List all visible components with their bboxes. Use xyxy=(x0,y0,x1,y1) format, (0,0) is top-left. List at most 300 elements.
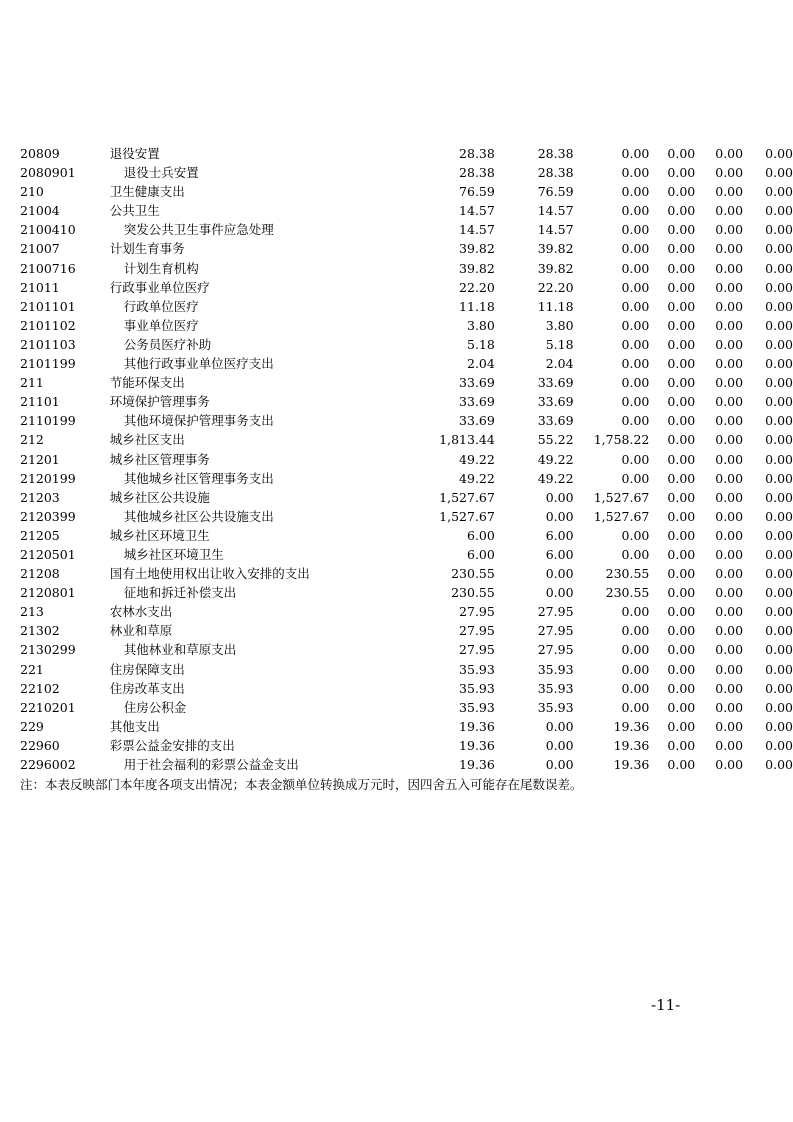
subject-name: 住房保障支出 xyxy=(109,661,185,677)
amount-cell: 27.95 xyxy=(459,623,495,639)
amount-cell: 0.00 xyxy=(667,279,696,295)
amount-cell: 0.00 xyxy=(715,546,744,562)
subject-name: 城乡社区公共设施 xyxy=(109,489,210,505)
subject-name: 城乡社区环境卫生 xyxy=(123,546,224,562)
amount-cell: 0.00 xyxy=(545,718,574,734)
amount-cell: 0.00 xyxy=(667,165,696,181)
amount-cell: 0.00 xyxy=(667,585,696,601)
amount-cell: 0.00 xyxy=(715,718,744,734)
amount-cell: 1,527.67 xyxy=(439,489,495,505)
amount-cell: 0.00 xyxy=(715,203,744,219)
amount-cell: 35.93 xyxy=(459,680,495,696)
amount-cell: 0.00 xyxy=(765,623,793,639)
subject-name: 用于社会福利的彩票公益金支出 xyxy=(123,757,299,772)
amount-cell: 0.00 xyxy=(667,566,696,582)
table-row xyxy=(20,660,793,679)
subject-code: 2210201 xyxy=(20,699,76,715)
amount-cell: 230.55 xyxy=(605,566,650,582)
amount-cell: 0.00 xyxy=(621,298,650,314)
subject-code: 2100410 xyxy=(20,222,76,238)
amount-cell: 0.00 xyxy=(715,432,744,448)
subject-name: 农林水支出 xyxy=(109,604,173,620)
amount-cell: 1,813.44 xyxy=(439,432,495,448)
subject-code: 21205 xyxy=(20,527,60,543)
amount-cell: 6.00 xyxy=(545,527,574,543)
amount-cell: 0.00 xyxy=(765,375,793,391)
subject-name: 城乡社区环境卫生 xyxy=(109,527,210,543)
amount-cell: 0.00 xyxy=(765,757,793,772)
amount-cell: 0.00 xyxy=(715,336,744,352)
subject-code: 2100716 xyxy=(20,260,76,276)
amount-cell: 33.69 xyxy=(537,375,574,391)
amount-cell: 28.38 xyxy=(537,165,574,181)
amount-cell: 27.95 xyxy=(537,642,574,658)
amount-cell: 0.00 xyxy=(621,260,650,276)
subject-name: 退役安置 xyxy=(109,146,160,161)
amount-cell: 0.00 xyxy=(667,508,696,524)
subject-code: 21004 xyxy=(20,203,60,219)
subject-code: 2130299 xyxy=(20,642,76,658)
amount-cell: 0.00 xyxy=(715,508,744,524)
amount-cell: 0.00 xyxy=(545,585,574,601)
subject-name: 其他行政事业单位医疗支出 xyxy=(123,356,274,372)
subject-code: 20809 xyxy=(20,146,60,161)
amount-cell: 76.59 xyxy=(459,184,495,200)
subject-name: 城乡社区支出 xyxy=(109,432,185,448)
amount-cell: 0.00 xyxy=(765,298,793,314)
table-row xyxy=(20,698,793,717)
amount-cell: 0.00 xyxy=(621,336,650,352)
amount-cell: 11.18 xyxy=(459,298,495,314)
subject-name: 国有土地使用权出让收入安排的支出 xyxy=(109,566,310,582)
amount-cell: 22.20 xyxy=(459,279,495,295)
amount-cell: 0.00 xyxy=(715,451,744,467)
expenditure-table xyxy=(20,144,793,774)
amount-cell: 11.18 xyxy=(537,298,574,314)
subject-code: 21101 xyxy=(20,394,60,410)
subject-name: 住房改革支出 xyxy=(109,680,185,696)
table-row xyxy=(20,220,793,239)
amount-cell: 0.00 xyxy=(765,146,793,161)
amount-cell: 14.57 xyxy=(459,203,495,219)
amount-cell: 6.00 xyxy=(545,546,574,562)
amount-cell: 0.00 xyxy=(667,699,696,715)
amount-cell: 0.00 xyxy=(765,394,793,410)
table-row xyxy=(20,392,793,411)
amount-cell: 0.00 xyxy=(715,642,744,658)
amount-cell: 0.00 xyxy=(715,680,744,696)
amount-cell: 39.82 xyxy=(459,260,495,276)
amount-cell: 5.18 xyxy=(467,336,495,352)
subject-code: 221 xyxy=(20,661,44,677)
table-row xyxy=(20,354,793,373)
amount-cell: 14.57 xyxy=(459,222,495,238)
table-row xyxy=(20,239,793,258)
table-row xyxy=(20,564,793,583)
amount-cell: 6.00 xyxy=(467,527,495,543)
amount-cell: 0.00 xyxy=(621,146,650,161)
subject-code: 213 xyxy=(20,604,44,620)
amount-cell: 0.00 xyxy=(667,184,696,200)
amount-cell: 19.36 xyxy=(459,757,495,772)
amount-cell: 0.00 xyxy=(667,317,696,333)
amount-cell: 0.00 xyxy=(765,489,793,505)
amount-cell: 28.38 xyxy=(459,165,495,181)
amount-cell: 0.00 xyxy=(765,241,793,257)
amount-cell: 19.36 xyxy=(459,718,495,734)
amount-cell: 0.00 xyxy=(667,394,696,410)
table-row xyxy=(20,201,793,220)
table-row xyxy=(20,736,793,755)
amount-cell: 0.00 xyxy=(715,527,744,543)
amount-cell: 0.00 xyxy=(667,527,696,543)
amount-cell: 0.00 xyxy=(667,546,696,562)
subject-name: 卫生健康支出 xyxy=(109,184,185,200)
subject-code: 2110199 xyxy=(20,413,76,429)
amount-cell: 6.00 xyxy=(467,546,495,562)
amount-cell: 0.00 xyxy=(667,604,696,620)
amount-cell: 0.00 xyxy=(715,604,744,620)
amount-cell: 0.00 xyxy=(621,222,650,238)
amount-cell: 0.00 xyxy=(621,203,650,219)
amount-cell: 0.00 xyxy=(621,546,650,562)
subject-name: 环境保护管理事务 xyxy=(109,394,210,410)
amount-cell: 0.00 xyxy=(715,661,744,677)
amount-cell: 0.00 xyxy=(715,566,744,582)
subject-name: 计划生育事务 xyxy=(109,241,185,257)
amount-cell: 1,527.67 xyxy=(439,508,495,524)
table-row xyxy=(20,526,793,545)
subject-name: 其他城乡社区公共设施支出 xyxy=(123,508,274,524)
amount-cell: 0.00 xyxy=(667,413,696,429)
amount-cell: 0.00 xyxy=(715,184,744,200)
subject-name: 其他城乡社区管理事务支出 xyxy=(123,470,274,486)
amount-cell: 0.00 xyxy=(715,356,744,372)
amount-cell: 35.93 xyxy=(537,661,574,677)
amount-cell: 230.55 xyxy=(605,585,650,601)
amount-cell: 0.00 xyxy=(715,165,744,181)
amount-cell: 0.00 xyxy=(621,451,650,467)
amount-cell: 33.69 xyxy=(459,394,495,410)
subject-name: 事业单位医疗 xyxy=(123,317,199,333)
amount-cell: 0.00 xyxy=(545,757,574,772)
table-row xyxy=(20,259,793,278)
amount-cell: 0.00 xyxy=(765,451,793,467)
amount-cell: 0.00 xyxy=(715,699,744,715)
amount-cell: 0.00 xyxy=(621,642,650,658)
amount-cell: 76.59 xyxy=(537,184,574,200)
amount-cell: 0.00 xyxy=(715,298,744,314)
amount-cell: 0.00 xyxy=(765,718,793,734)
amount-cell: 0.00 xyxy=(667,737,696,753)
subject-code: 2120399 xyxy=(20,508,76,524)
amount-cell: 0.00 xyxy=(621,394,650,410)
amount-cell: 0.00 xyxy=(765,680,793,696)
subject-name: 城乡社区管理事务 xyxy=(109,451,210,467)
amount-cell: 19.36 xyxy=(613,718,650,734)
amount-cell: 0.00 xyxy=(715,489,744,505)
table-row xyxy=(20,507,793,526)
amount-cell: 0.00 xyxy=(621,279,650,295)
subject-code: 210 xyxy=(20,184,44,200)
amount-cell: 0.00 xyxy=(667,470,696,486)
amount-cell: 0.00 xyxy=(621,623,650,639)
amount-cell: 49.22 xyxy=(537,451,574,467)
amount-cell: 0.00 xyxy=(667,203,696,219)
amount-cell: 0.00 xyxy=(545,737,574,753)
amount-cell: 0.00 xyxy=(621,470,650,486)
amount-cell: 0.00 xyxy=(765,184,793,200)
subject-code: 22960 xyxy=(20,737,60,753)
subject-name: 行政事业单位医疗 xyxy=(109,279,210,295)
amount-cell: 0.00 xyxy=(621,375,650,391)
subject-code: 21007 xyxy=(20,241,60,257)
subject-name: 林业和草原 xyxy=(109,623,173,639)
subject-name: 公务员医疗补助 xyxy=(123,336,212,352)
table-row xyxy=(20,430,793,449)
amount-cell: 27.95 xyxy=(459,642,495,658)
amount-cell: 5.18 xyxy=(545,336,574,352)
amount-cell: 28.38 xyxy=(537,146,574,161)
subject-code: 211 xyxy=(20,375,44,391)
amount-cell: 230.55 xyxy=(451,585,495,601)
amount-cell: 0.00 xyxy=(621,527,650,543)
amount-cell: 0.00 xyxy=(667,432,696,448)
subject-name: 其他环境保护管理事务支出 xyxy=(123,413,274,429)
subject-code: 2101102 xyxy=(20,317,76,333)
amount-cell: 0.00 xyxy=(765,699,793,715)
amount-cell: 0.00 xyxy=(621,413,650,429)
amount-cell: 0.00 xyxy=(765,566,793,582)
table-row xyxy=(20,488,793,507)
amount-cell: 39.82 xyxy=(537,260,574,276)
amount-cell: 27.95 xyxy=(537,604,574,620)
table-row xyxy=(20,144,793,163)
amount-cell: 0.00 xyxy=(545,566,574,582)
amount-cell: 0.00 xyxy=(715,317,744,333)
amount-cell: 0.00 xyxy=(715,470,744,486)
amount-cell: 14.57 xyxy=(537,203,574,219)
amount-cell: 27.95 xyxy=(459,604,495,620)
amount-cell: 0.00 xyxy=(765,470,793,486)
amount-cell: 3.80 xyxy=(545,317,574,333)
amount-cell: 0.00 xyxy=(765,661,793,677)
amount-cell: 27.95 xyxy=(537,623,574,639)
amount-cell: 0.00 xyxy=(765,737,793,753)
subject-name: 其他支出 xyxy=(109,718,160,734)
subject-name: 其他林业和草原支出 xyxy=(123,642,237,658)
amount-cell: 0.00 xyxy=(715,413,744,429)
table-row xyxy=(20,182,793,201)
amount-cell: 0.00 xyxy=(765,585,793,601)
subject-code: 2101103 xyxy=(20,336,76,352)
amount-cell: 0.00 xyxy=(715,279,744,295)
amount-cell: 33.69 xyxy=(459,375,495,391)
subject-code: 2080901 xyxy=(20,165,76,181)
amount-cell: 0.00 xyxy=(667,718,696,734)
amount-cell: 0.00 xyxy=(715,241,744,257)
amount-cell: 1,758.22 xyxy=(593,432,650,448)
amount-cell: 0.00 xyxy=(715,394,744,410)
amount-cell: 0.00 xyxy=(621,317,650,333)
amount-cell: 0.00 xyxy=(765,165,793,181)
subject-code: 229 xyxy=(20,718,44,734)
amount-cell: 0.00 xyxy=(667,623,696,639)
amount-cell: 0.00 xyxy=(621,184,650,200)
table-row xyxy=(20,640,793,659)
subject-name: 突发公共卫生事件应急处理 xyxy=(123,222,274,238)
amount-cell: 0.00 xyxy=(667,222,696,238)
subject-code: 21201 xyxy=(20,451,60,467)
amount-cell: 0.00 xyxy=(667,757,696,772)
table-row xyxy=(20,278,793,297)
subject-name: 节能环保支出 xyxy=(109,375,185,391)
subject-name: 住房公积金 xyxy=(123,699,187,715)
subject-code: 21011 xyxy=(20,279,60,295)
amount-cell: 0.00 xyxy=(765,413,793,429)
amount-cell: 0.00 xyxy=(621,165,650,181)
amount-cell: 49.22 xyxy=(459,451,495,467)
amount-cell: 0.00 xyxy=(765,432,793,448)
amount-cell: 0.00 xyxy=(667,661,696,677)
amount-cell: 0.00 xyxy=(667,489,696,505)
amount-cell: 0.00 xyxy=(545,508,574,524)
amount-cell: 33.69 xyxy=(537,413,574,429)
amount-cell: 35.93 xyxy=(537,680,574,696)
amount-cell: 49.22 xyxy=(537,470,574,486)
table-row xyxy=(20,583,793,602)
amount-cell: 35.93 xyxy=(459,661,495,677)
amount-cell: 0.00 xyxy=(621,699,650,715)
subject-code: 22102 xyxy=(20,680,60,696)
table-row xyxy=(20,621,793,640)
amount-cell: 0.00 xyxy=(667,336,696,352)
amount-cell: 22.20 xyxy=(537,279,574,295)
amount-cell: 0.00 xyxy=(765,604,793,620)
amount-cell: 0.00 xyxy=(621,680,650,696)
table-row xyxy=(20,297,793,316)
table-row xyxy=(20,717,793,736)
subject-code: 2120199 xyxy=(20,470,76,486)
subject-name: 公共卫生 xyxy=(109,203,160,219)
amount-cell: 0.00 xyxy=(545,489,574,505)
amount-cell: 0.00 xyxy=(765,546,793,562)
table-row xyxy=(20,602,793,621)
amount-cell: 0.00 xyxy=(667,451,696,467)
table-body xyxy=(20,144,793,774)
amount-cell: 0.00 xyxy=(765,203,793,219)
subject-code: 212 xyxy=(20,432,44,448)
subject-code: 2101199 xyxy=(20,356,76,372)
subject-code: 2296002 xyxy=(20,757,76,772)
amount-cell: 0.00 xyxy=(765,527,793,543)
amount-cell: 14.57 xyxy=(537,222,574,238)
amount-cell: 33.69 xyxy=(459,413,495,429)
table-row xyxy=(20,163,793,182)
amount-cell: 35.93 xyxy=(537,699,574,715)
amount-cell: 0.00 xyxy=(715,623,744,639)
amount-cell: 1,527.67 xyxy=(593,508,650,524)
amount-cell: 0.00 xyxy=(667,642,696,658)
amount-cell: 0.00 xyxy=(715,260,744,276)
amount-cell: 0.00 xyxy=(667,146,696,161)
amount-cell: 0.00 xyxy=(667,356,696,372)
table-row xyxy=(20,450,793,469)
amount-cell: 2.04 xyxy=(545,356,574,372)
amount-cell: 3.80 xyxy=(467,317,495,333)
amount-cell: 0.00 xyxy=(621,356,650,372)
amount-cell: 0.00 xyxy=(715,146,744,161)
amount-cell: 0.00 xyxy=(667,375,696,391)
amount-cell: 1,527.67 xyxy=(593,489,650,505)
subject-name: 计划生育机构 xyxy=(123,260,199,276)
amount-cell: 230.55 xyxy=(451,566,495,582)
amount-cell: 33.69 xyxy=(537,394,574,410)
table-row xyxy=(20,679,793,698)
amount-cell: 0.00 xyxy=(621,604,650,620)
amount-cell: 55.22 xyxy=(537,432,574,448)
table-row xyxy=(20,545,793,564)
amount-cell: 39.82 xyxy=(459,241,495,257)
table-row xyxy=(20,469,793,488)
subject-code: 2120501 xyxy=(20,546,76,562)
table-row xyxy=(20,373,793,392)
amount-cell: 49.22 xyxy=(459,470,495,486)
amount-cell: 2.04 xyxy=(467,356,495,372)
amount-cell: 0.00 xyxy=(765,356,793,372)
amount-cell: 0.00 xyxy=(765,336,793,352)
amount-cell: 0.00 xyxy=(715,757,744,772)
amount-cell: 0.00 xyxy=(621,241,650,257)
page-number: -11- xyxy=(651,996,681,1014)
table-row xyxy=(20,335,793,354)
table-row xyxy=(20,411,793,430)
subject-name: 退役士兵安置 xyxy=(123,165,199,181)
amount-cell: 19.36 xyxy=(613,737,650,753)
table-row xyxy=(20,755,793,774)
amount-cell: 0.00 xyxy=(667,680,696,696)
subject-name: 征地和拆迁补偿支出 xyxy=(123,585,237,601)
amount-cell: 0.00 xyxy=(765,508,793,524)
amount-cell: 0.00 xyxy=(715,585,744,601)
subject-code: 2120801 xyxy=(20,585,76,601)
amount-cell: 0.00 xyxy=(667,260,696,276)
subject-name: 彩票公益金安排的支出 xyxy=(109,737,235,753)
amount-cell: 0.00 xyxy=(667,298,696,314)
subject-code: 21208 xyxy=(20,566,60,582)
amount-cell: 0.00 xyxy=(765,260,793,276)
table-row xyxy=(20,316,793,335)
amount-cell: 0.00 xyxy=(765,642,793,658)
amount-cell: 35.93 xyxy=(459,699,495,715)
subject-code: 2101101 xyxy=(20,298,76,314)
amount-cell: 39.82 xyxy=(537,241,574,257)
amount-cell: 0.00 xyxy=(715,737,744,753)
amount-cell: 0.00 xyxy=(667,241,696,257)
table-note: 注：本表反映部门本年度各项支出情况；本表金额单位转换成万元时，因四舍五入可能存在尾数误差。 xyxy=(20,777,583,792)
subject-name: 行政单位医疗 xyxy=(123,298,199,314)
amount-cell: 0.00 xyxy=(765,222,793,238)
amount-cell: 0.00 xyxy=(765,317,793,333)
subject-code: 21203 xyxy=(20,489,60,505)
amount-cell: 19.36 xyxy=(613,757,650,772)
subject-code: 21302 xyxy=(20,623,60,639)
amount-cell: 0.00 xyxy=(715,375,744,391)
amount-cell: 19.36 xyxy=(459,737,495,753)
amount-cell: 0.00 xyxy=(621,661,650,677)
amount-cell: 0.00 xyxy=(765,279,793,295)
amount-cell: 0.00 xyxy=(715,222,744,238)
